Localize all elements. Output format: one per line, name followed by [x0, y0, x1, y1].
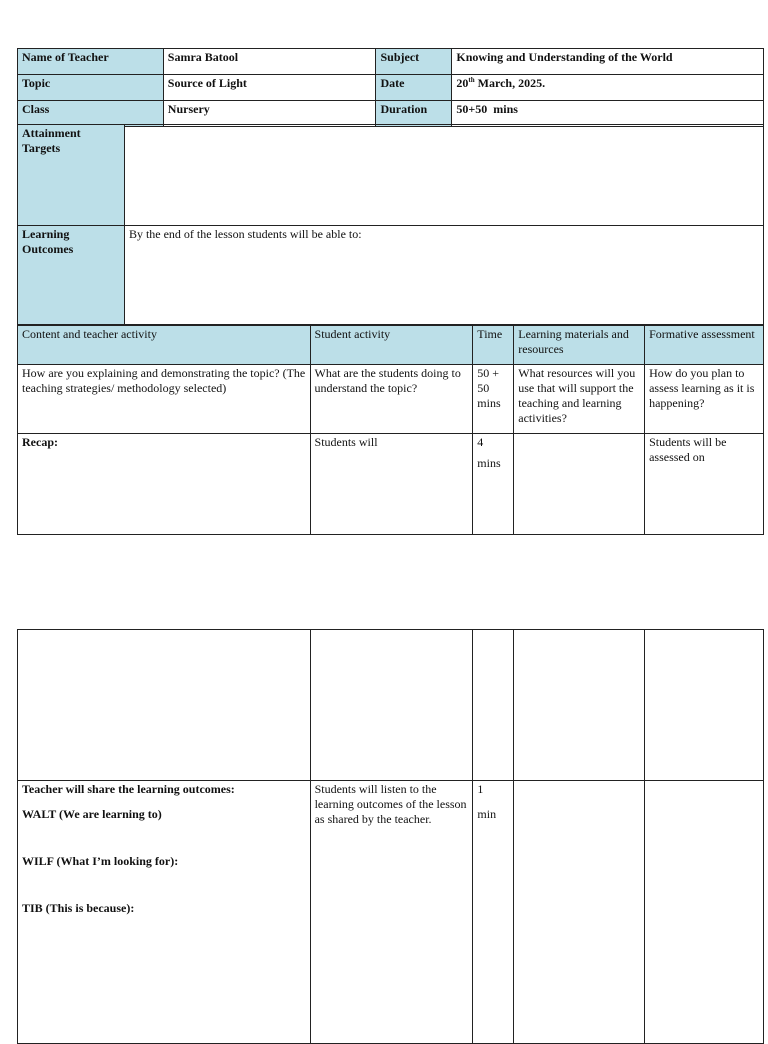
recap-teacher: Recap:: [18, 434, 311, 535]
wilf-label: WILF (What I’m looking for):: [22, 854, 179, 868]
learning-outcomes-content: By the end of the lesson students will be able to:: [124, 226, 763, 325]
share-outcomes-time-unit: min: [477, 807, 497, 821]
date-rest: March, 2025.: [474, 76, 546, 90]
header-row-class: [18, 101, 764, 127]
share-outcomes-heading: Teacher will share the learning outcomes:: [22, 782, 235, 796]
outcomes-row: [18, 226, 764, 325]
activity-table-continued: [17, 629, 764, 1044]
prompt-assessment: How do you plan to assess learning as it is happening?: [645, 365, 764, 434]
learning-outcomes-label: Learning Outcomes: [18, 226, 125, 325]
targets-outcomes-table: [17, 124, 764, 325]
activity-prompt-row: [18, 365, 764, 434]
lesson-header-table: [17, 48, 764, 127]
walt-label: WALT (We are learning to): [22, 807, 162, 821]
blank-cell-1: [18, 630, 311, 781]
recap-assessment: Students will be assessed on: [645, 434, 764, 535]
topic-label: Topic: [18, 75, 164, 101]
share-outcomes-student: Students will listen to the learning outcomes of the lesson as shared by the teacher.: [310, 781, 473, 1044]
col-header-assessment: Formative assessment: [645, 326, 764, 365]
recap-time-value: 4: [477, 435, 484, 449]
blank-cell-2: [310, 630, 473, 781]
date-label: Date: [376, 75, 452, 101]
share-outcomes-row: [18, 781, 764, 1044]
share-outcomes-assessment: [645, 781, 764, 1044]
blank-cell-3: [473, 630, 514, 781]
name-of-teacher-label: Name of Teacher: [18, 49, 164, 75]
prompt-time: 50 + 50 mins: [473, 365, 514, 434]
blank-row: [18, 630, 764, 781]
date-day: 20: [456, 76, 469, 90]
blank-cell-4: [514, 630, 645, 781]
recap-student: Students will: [310, 434, 473, 535]
attainment-targets-content: [124, 125, 763, 226]
teacher-name-value: Samra Batool: [163, 49, 376, 75]
tib-label: TIB (This is because):: [22, 901, 135, 915]
share-outcomes-materials: [514, 781, 645, 1044]
header-row-teacher: [18, 49, 764, 75]
recap-time-unit: mins: [477, 456, 501, 470]
col-header-content: Content and teacher activity: [18, 326, 311, 365]
subject-value: Knowing and Understanding of the World: [452, 49, 764, 75]
share-outcomes-time-value: 1: [477, 782, 484, 796]
attainment-targets-label: Attainment Targets: [18, 125, 125, 226]
class-value: Nursery: [163, 101, 376, 127]
activity-table: [17, 325, 764, 535]
prompt-student: What are the students doing to understand the topic?: [310, 365, 473, 434]
attainment-row: [18, 125, 764, 226]
duration-label: Duration: [376, 101, 452, 127]
col-header-student: Student activity: [310, 326, 473, 365]
subject-label: Subject: [376, 49, 452, 75]
activity-header-row: [18, 326, 764, 365]
class-label: Class: [18, 101, 164, 127]
recap-row: [18, 434, 764, 535]
topic-value: Source of Light: [163, 75, 376, 101]
col-header-materials: Learning materials and resources: [514, 326, 645, 365]
date-value: [452, 75, 764, 101]
header-row-topic: [18, 75, 764, 101]
recap-time: [473, 434, 514, 535]
recap-materials: [514, 434, 645, 535]
prompt-content: How are you explaining and demonstrating the topic? (The teaching strategies/ methodology selected): [18, 365, 311, 434]
col-header-time: Time: [473, 326, 514, 365]
prompt-materials: What resources will you use that will support the teaching and learning activities?: [514, 365, 645, 434]
share-outcomes-teacher: [18, 781, 311, 1044]
share-outcomes-time: [473, 781, 514, 1044]
duration-value: 50+50 mins: [452, 101, 764, 127]
date-suffix: th: [468, 76, 475, 84]
blank-cell-5: [645, 630, 764, 781]
